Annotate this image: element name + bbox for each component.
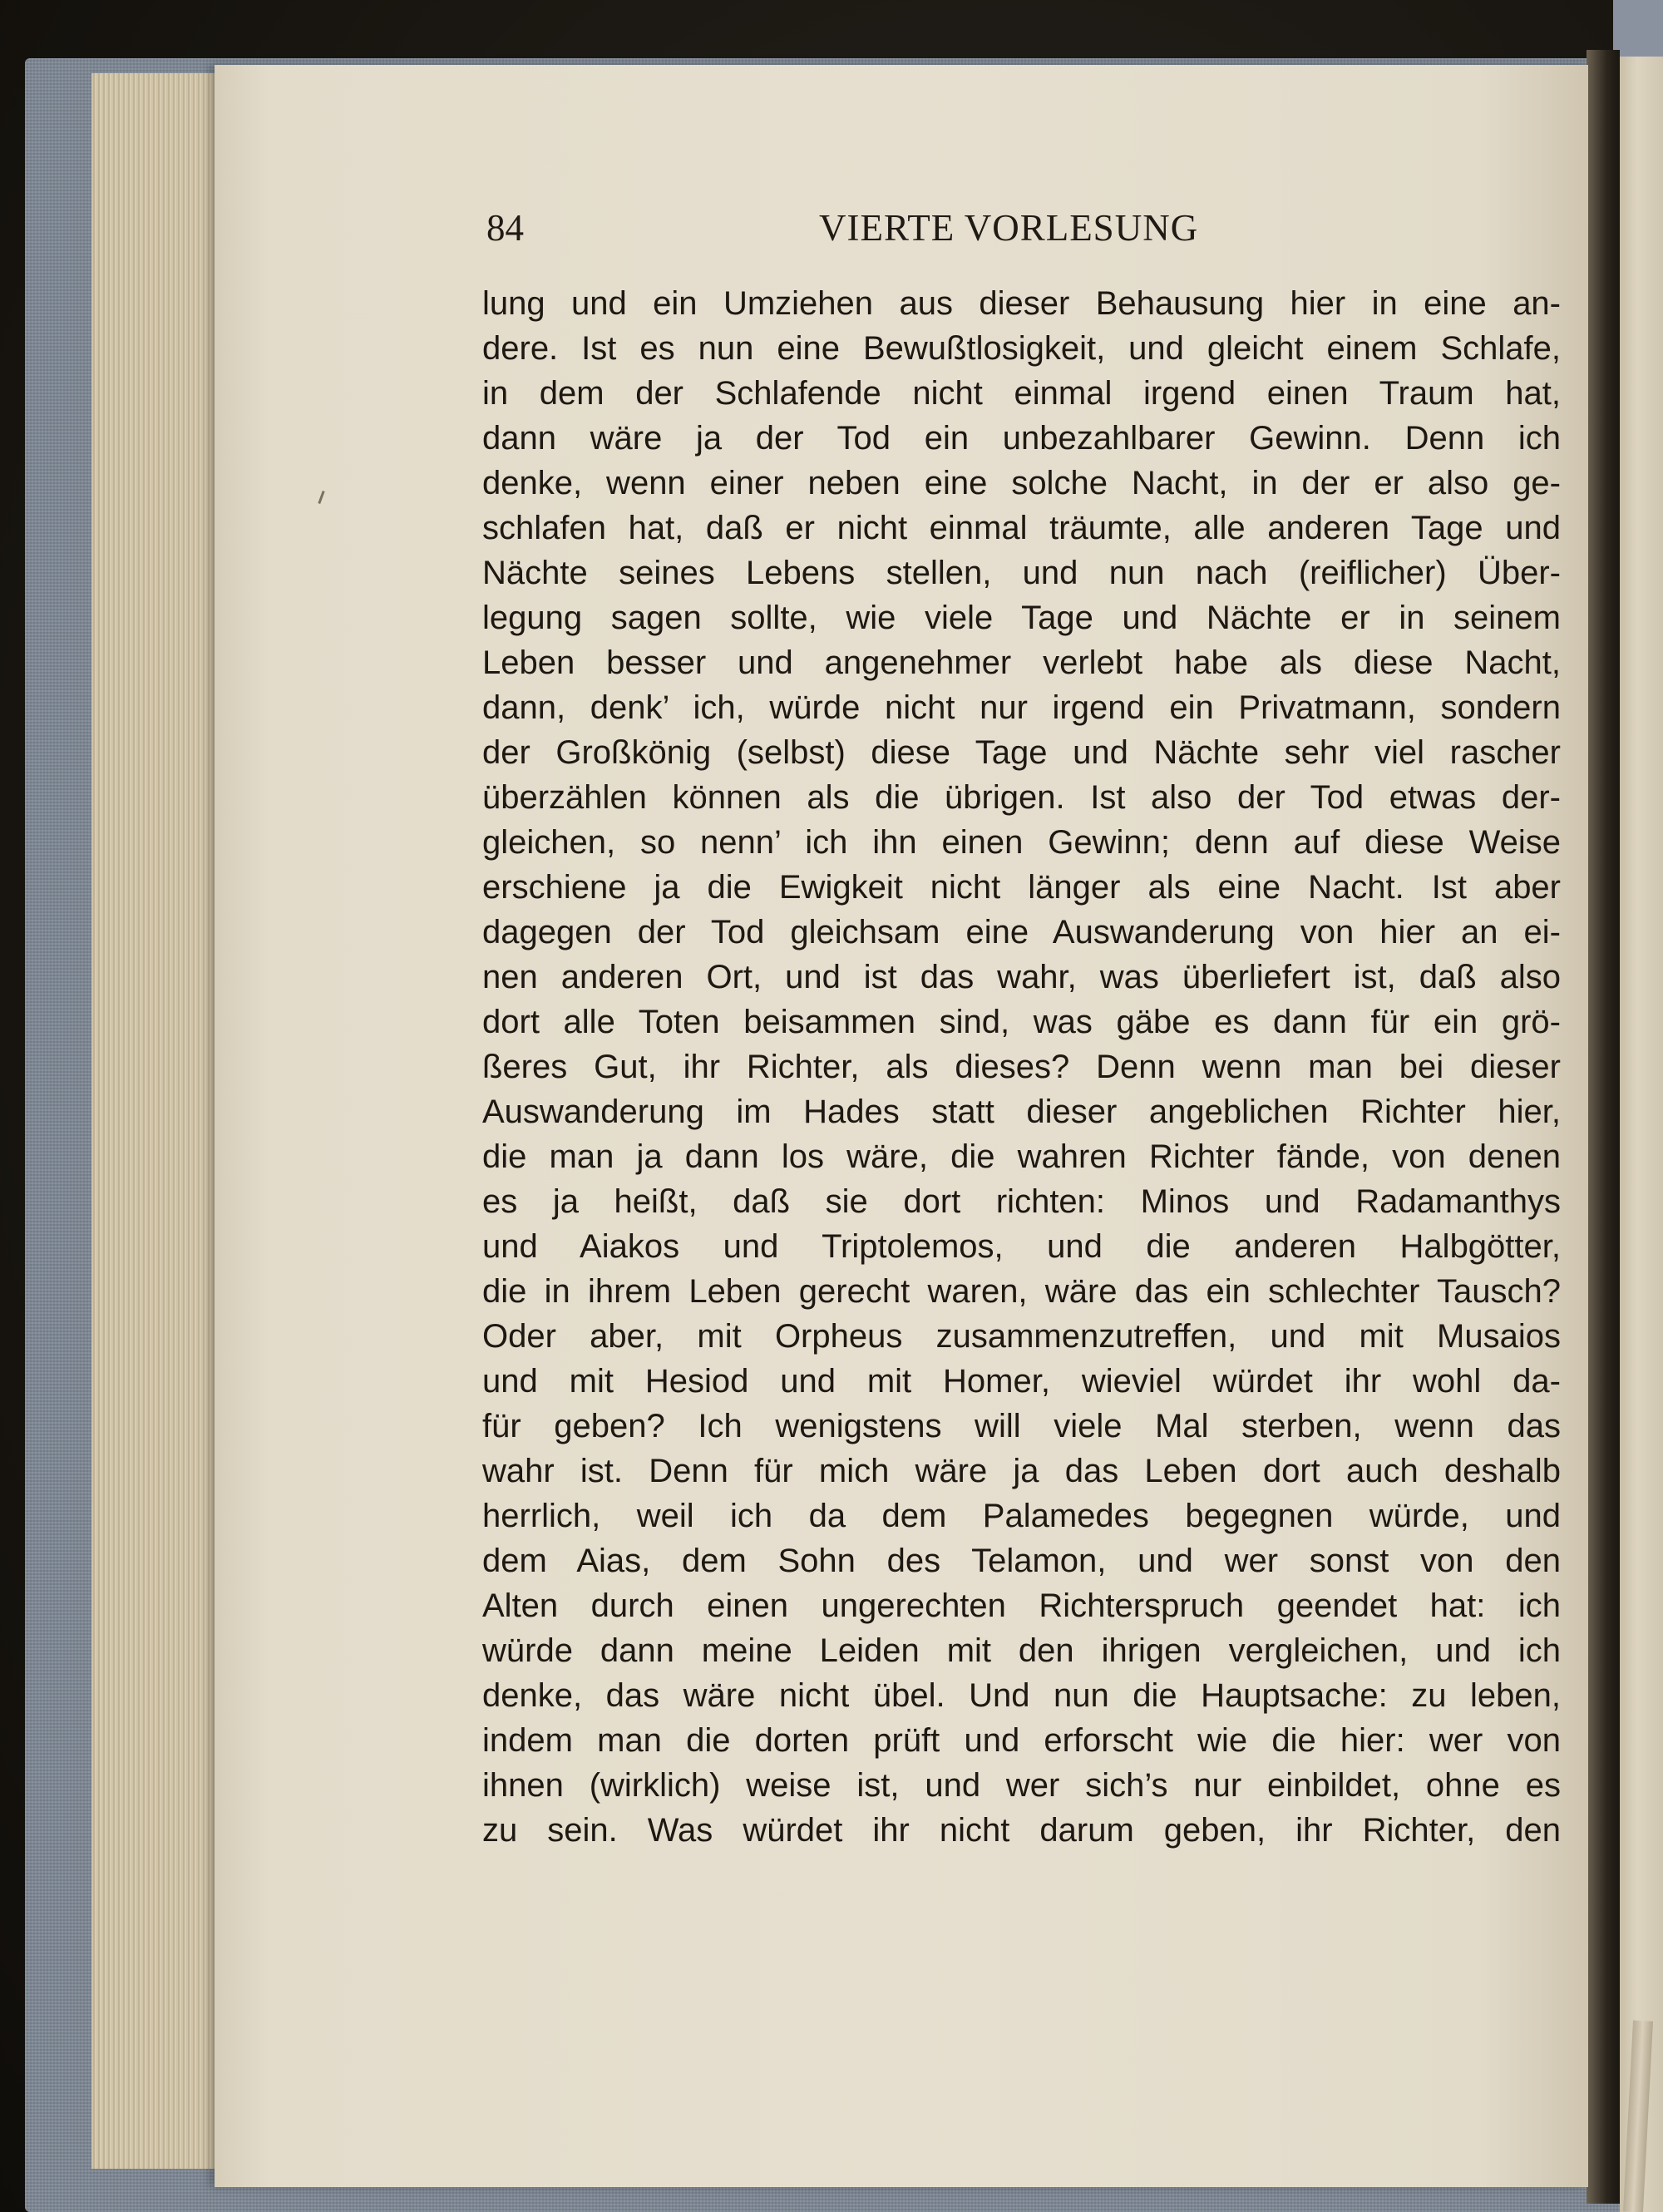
text-line: herrlich, weil ich da dem Palamedes begegnen würde, und — [482, 1498, 1561, 1534]
text-line: ihnen (wirklich) weise ist, und wer sich’s nur einbildet, ohne es — [482, 1767, 1561, 1804]
text-line: ßeres Gut, ihr Richter, als dieses? Denn wenn man bei dieser — [482, 1049, 1561, 1085]
text-line: Leben besser und angenehmer verlebt habe als diese Nacht, — [482, 644, 1561, 681]
text-line: dann, denk’ ich, würde nicht nur irgend ein Privatmann, sondern — [482, 689, 1561, 726]
text-line: gleichen, so nenn’ ich ihn einen Gewinn; denn auf diese Weise — [482, 824, 1561, 861]
text-line: Auswanderung im Hades statt dieser angeblichen Richter hier, — [482, 1094, 1561, 1130]
text-line: dann wäre ja der Tod ein unbezahlbarer Gewinn. Denn ich — [482, 420, 1561, 457]
text-line: dort alle Toten beisammen sind, was gäbe es dann für ein grö- — [482, 1004, 1561, 1040]
text-line: es ja heißt, daß sie dort richten: Minos und Radamanthys — [482, 1183, 1561, 1220]
text-line: und mit Hesiod und mit Homer, wieviel würdet ihr wohl da- — [482, 1363, 1561, 1400]
text-line: dagegen der Tod gleichsam eine Auswanderung von hier an ei- — [482, 914, 1561, 950]
text-line: der Großkönig (selbst) diese Tage und Nächte sehr viel rascher — [482, 734, 1561, 771]
text-line: dere. Ist es nun eine Bewußtlosigkeit, und gleicht einem Schlafe, — [482, 330, 1561, 367]
text-line: Oder aber, mit Orpheus zusammenzutreffen, und mit Musaios — [482, 1318, 1561, 1355]
text-line: legung sagen sollte, wie viele Tage und Nächte er in seinem — [482, 600, 1561, 636]
text-line: überzählen können als die übrigen. Ist also der Tod etwas der- — [482, 779, 1561, 816]
text-line: nen anderen Ort, und ist das wahr, was überliefert ist, daß also — [482, 959, 1561, 995]
text-line: würde dann meine Leiden mit den ihrigen vergleichen, und ich — [482, 1632, 1561, 1669]
text-line: schlafen hat, daß er nicht einmal träumte, alle anderen Tage und — [482, 510, 1561, 546]
page-header — [486, 206, 1559, 256]
text-line: und Aiakos und Triptolemos, und die anderen Halbgötter, — [482, 1228, 1561, 1265]
text-line: für geben? Ich wenigstens will viele Mal sterben, wenn das — [482, 1408, 1561, 1444]
text-line: wahr ist. Denn für mich wäre ja das Leben dort auch deshalb — [482, 1453, 1561, 1489]
facing-page-edge — [1620, 57, 1663, 2212]
text-line: die in ihrem Leben gerecht waren, wäre das ein schlechter Tausch? — [482, 1273, 1561, 1310]
text-line: Alten durch einen ungerechten Richterspruch geendet hat: ich — [482, 1587, 1561, 1624]
text-line: erschiene ja die Ewigkeit nicht länger als eine Nacht. Ist aber — [482, 869, 1561, 906]
text-line: in dem der Schlafende nicht einmal irgend einen Traum hat, — [482, 375, 1561, 412]
text-line: Nächte seines Lebens stellen, und nun nach (reiflicher) Über- — [482, 555, 1561, 591]
page-number: 84 — [486, 207, 524, 249]
text-line: dem Aias, dem Sohn des Telamon, und wer sonst von den — [482, 1543, 1561, 1579]
text-line: denke, das wäre nicht übel. Und nun die Hauptsache: zu leben, — [482, 1677, 1561, 1714]
text-line: denke, wenn einer neben eine solche Nacht, in der er also ge- — [482, 465, 1561, 501]
text-line: die man ja dann los wäre, die wahren Richter fände, von denen — [482, 1138, 1561, 1175]
text-line: lung und ein Umziehen aus dieser Behausung hier in eine an- — [482, 285, 1561, 322]
running-title: VIERTE VORLESUNG — [819, 207, 1199, 249]
text-line: indem man die dorten prüft und erforscht wie die hier: wer von — [482, 1722, 1561, 1759]
body-text — [482, 281, 1561, 1853]
text-line: zu sein. Was würdet ihr nicht darum geben, ihr Richter, den — [482, 1812, 1561, 1849]
book-gutter — [1587, 50, 1620, 2204]
